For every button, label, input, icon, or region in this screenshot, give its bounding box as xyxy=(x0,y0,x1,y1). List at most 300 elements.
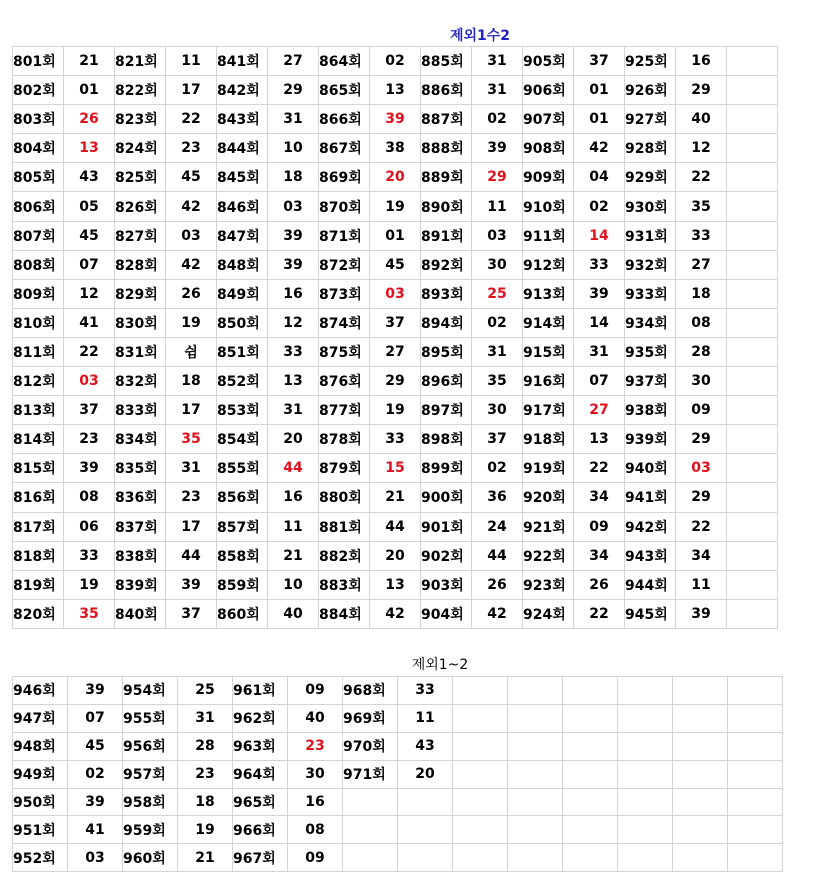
round-cell: 964회 xyxy=(233,760,288,788)
round-cell: 822회 xyxy=(115,76,166,105)
value-cell: 26 xyxy=(574,570,625,599)
round-cell xyxy=(343,844,398,872)
value-cell: 39 xyxy=(64,454,115,483)
value-cell: 10 xyxy=(268,570,319,599)
round-cell: 897회 xyxy=(421,396,472,425)
value-cell: 22 xyxy=(166,105,217,134)
round-cell: 819회 xyxy=(13,570,64,599)
value-cell: 쉼 xyxy=(166,337,217,366)
value-cell: 31 xyxy=(268,105,319,134)
value-cell: 23 xyxy=(166,483,217,512)
value-cell: 23 xyxy=(288,732,343,760)
value-cell: 39 xyxy=(68,788,123,816)
round-cell: 963회 xyxy=(233,732,288,760)
value-cell: 29 xyxy=(676,483,727,512)
round-cell: 970회 xyxy=(343,732,398,760)
value-cell: 26 xyxy=(64,105,115,134)
round-cell: 869회 xyxy=(319,163,370,192)
value-cell: 39 xyxy=(370,105,421,134)
empty-cell xyxy=(563,677,618,705)
value-cell: 31 xyxy=(268,396,319,425)
value-cell: 30 xyxy=(472,396,523,425)
empty-cell xyxy=(508,788,563,816)
table-row xyxy=(13,192,778,221)
round-cell: 810회 xyxy=(13,308,64,337)
value-cell: 18 xyxy=(268,163,319,192)
round-cell: 824회 xyxy=(115,134,166,163)
value-cell: 20 xyxy=(398,760,453,788)
round-cell xyxy=(343,816,398,844)
value-cell: 02 xyxy=(472,308,523,337)
value-cell: 02 xyxy=(370,47,421,76)
empty-cell xyxy=(727,512,778,541)
round-cell: 900회 xyxy=(421,483,472,512)
value-cell: 44 xyxy=(268,454,319,483)
value-cell: 21 xyxy=(64,47,115,76)
value-cell: 38 xyxy=(370,134,421,163)
round-cell: 873회 xyxy=(319,279,370,308)
value-cell: 12 xyxy=(64,279,115,308)
value-cell: 05 xyxy=(64,192,115,221)
round-cell: 952회 xyxy=(13,844,68,872)
empty-cell xyxy=(563,844,618,872)
round-cell: 938회 xyxy=(625,396,676,425)
empty-cell xyxy=(727,250,778,279)
value-cell: 34 xyxy=(676,541,727,570)
round-cell: 818회 xyxy=(13,541,64,570)
round-cell: 939회 xyxy=(625,425,676,454)
value-cell: 22 xyxy=(574,454,625,483)
round-cell: 850회 xyxy=(217,308,268,337)
value-cell: 44 xyxy=(166,541,217,570)
round-cell: 931회 xyxy=(625,221,676,250)
value-cell: 39 xyxy=(676,599,727,628)
round-cell: 867회 xyxy=(319,134,370,163)
empty-cell xyxy=(728,760,783,788)
round-cell: 859회 xyxy=(217,570,268,599)
value-cell: 16 xyxy=(268,279,319,308)
round-cell: 901회 xyxy=(421,512,472,541)
value-cell: 30 xyxy=(676,367,727,396)
table-row xyxy=(13,396,778,425)
value-cell: 02 xyxy=(472,454,523,483)
value-cell: 08 xyxy=(676,308,727,337)
empty-cell xyxy=(618,704,673,732)
value-cell: 22 xyxy=(676,512,727,541)
value-cell: 42 xyxy=(166,250,217,279)
empty-cell xyxy=(673,844,728,872)
round-cell: 883회 xyxy=(319,570,370,599)
empty-cell xyxy=(673,677,728,705)
round-cell: 888회 xyxy=(421,134,472,163)
table-row xyxy=(13,704,783,732)
value-cell: 40 xyxy=(268,599,319,628)
value-cell: 02 xyxy=(574,192,625,221)
round-cell: 804회 xyxy=(13,134,64,163)
table-row xyxy=(13,599,778,628)
round-cell: 925회 xyxy=(625,47,676,76)
round-cell: 847회 xyxy=(217,221,268,250)
round-cell: 817회 xyxy=(13,512,64,541)
round-cell: 890회 xyxy=(421,192,472,221)
value-cell: 20 xyxy=(370,541,421,570)
value-cell: 29 xyxy=(676,76,727,105)
round-cell: 904회 xyxy=(421,599,472,628)
empty-cell xyxy=(673,704,728,732)
value-cell: 09 xyxy=(574,512,625,541)
round-cell: 835회 xyxy=(115,454,166,483)
round-cell: 811회 xyxy=(13,337,64,366)
results-table-2 xyxy=(12,676,783,872)
table-row xyxy=(13,816,783,844)
round-cell: 905회 xyxy=(523,47,574,76)
value-cell: 45 xyxy=(370,250,421,279)
value-cell: 21 xyxy=(370,483,421,512)
round-cell: 916회 xyxy=(523,367,574,396)
empty-cell xyxy=(727,337,778,366)
value-cell: 21 xyxy=(178,844,233,872)
round-cell: 956회 xyxy=(123,732,178,760)
empty-cell xyxy=(508,844,563,872)
round-cell: 856회 xyxy=(217,483,268,512)
round-cell: 872회 xyxy=(319,250,370,279)
round-cell: 965회 xyxy=(233,788,288,816)
table-row xyxy=(13,76,778,105)
round-cell: 926회 xyxy=(625,76,676,105)
round-cell: 813회 xyxy=(13,396,64,425)
value-cell: 41 xyxy=(68,816,123,844)
round-cell: 886회 xyxy=(421,76,472,105)
round-cell: 915회 xyxy=(523,337,574,366)
empty-cell xyxy=(618,844,673,872)
value-cell: 33 xyxy=(574,250,625,279)
round-cell: 933회 xyxy=(625,279,676,308)
value-cell: 36 xyxy=(472,483,523,512)
value-cell: 37 xyxy=(64,396,115,425)
round-cell: 843회 xyxy=(217,105,268,134)
empty-cell xyxy=(453,760,508,788)
empty-cell xyxy=(508,760,563,788)
value-cell: 44 xyxy=(370,512,421,541)
value-cell: 26 xyxy=(472,570,523,599)
value-cell: 16 xyxy=(268,483,319,512)
empty-cell xyxy=(727,570,778,599)
value-cell: 20 xyxy=(268,425,319,454)
value-cell: 13 xyxy=(574,425,625,454)
value-cell: 18 xyxy=(166,367,217,396)
value-cell: 23 xyxy=(178,760,233,788)
value-cell: 14 xyxy=(574,221,625,250)
value-cell: 31 xyxy=(472,76,523,105)
empty-cell xyxy=(563,704,618,732)
empty-cell xyxy=(728,704,783,732)
value-cell: 13 xyxy=(370,570,421,599)
empty-cell xyxy=(727,454,778,483)
round-cell: 968회 xyxy=(343,677,398,705)
empty-cell xyxy=(673,732,728,760)
round-cell: 887회 xyxy=(421,105,472,134)
value-cell: 34 xyxy=(574,483,625,512)
value-cell: 02 xyxy=(472,105,523,134)
value-cell: 39 xyxy=(268,221,319,250)
value-cell: 37 xyxy=(370,308,421,337)
round-cell: 841회 xyxy=(217,47,268,76)
value-cell: 34 xyxy=(574,541,625,570)
round-cell: 921회 xyxy=(523,512,574,541)
value-cell: 35 xyxy=(64,599,115,628)
round-cell: 832회 xyxy=(115,367,166,396)
value-cell: 42 xyxy=(370,599,421,628)
round-cell: 828회 xyxy=(115,250,166,279)
round-cell: 836회 xyxy=(115,483,166,512)
empty-cell xyxy=(727,221,778,250)
empty-cell xyxy=(563,788,618,816)
table-row xyxy=(13,279,778,308)
round-cell: 880회 xyxy=(319,483,370,512)
value-cell: 20 xyxy=(370,163,421,192)
value-cell xyxy=(398,816,453,844)
empty-cell xyxy=(673,816,728,844)
empty-cell xyxy=(727,396,778,425)
round-cell: 924회 xyxy=(523,599,574,628)
value-cell: 22 xyxy=(64,337,115,366)
round-cell: 954회 xyxy=(123,677,178,705)
value-cell: 22 xyxy=(574,599,625,628)
round-cell: 846회 xyxy=(217,192,268,221)
value-cell: 45 xyxy=(166,163,217,192)
value-cell: 31 xyxy=(472,47,523,76)
value-cell: 07 xyxy=(68,704,123,732)
round-cell: 919회 xyxy=(523,454,574,483)
value-cell: 16 xyxy=(676,47,727,76)
value-cell: 03 xyxy=(370,279,421,308)
value-cell: 02 xyxy=(68,760,123,788)
round-cell: 958회 xyxy=(123,788,178,816)
round-cell: 951회 xyxy=(13,816,68,844)
round-cell: 833회 xyxy=(115,396,166,425)
value-cell: 06 xyxy=(64,512,115,541)
value-cell: 25 xyxy=(178,677,233,705)
round-cell: 829회 xyxy=(115,279,166,308)
value-cell: 35 xyxy=(676,192,727,221)
table-row xyxy=(13,221,778,250)
value-cell: 01 xyxy=(574,76,625,105)
empty-cell xyxy=(727,541,778,570)
value-cell: 31 xyxy=(472,337,523,366)
value-cell: 13 xyxy=(268,367,319,396)
round-cell: 860회 xyxy=(217,599,268,628)
empty-cell xyxy=(727,425,778,454)
round-cell: 878회 xyxy=(319,425,370,454)
empty-cell xyxy=(728,732,783,760)
round-cell: 957회 xyxy=(123,760,178,788)
table-row xyxy=(13,454,778,483)
round-cell: 842회 xyxy=(217,76,268,105)
value-cell: 42 xyxy=(472,599,523,628)
round-cell: 945회 xyxy=(625,599,676,628)
round-cell: 815회 xyxy=(13,454,64,483)
round-cell: 855회 xyxy=(217,454,268,483)
round-cell: 885회 xyxy=(421,47,472,76)
round-cell: 849회 xyxy=(217,279,268,308)
round-cell: 895회 xyxy=(421,337,472,366)
round-cell: 966회 xyxy=(233,816,288,844)
value-cell: 39 xyxy=(472,134,523,163)
empty-cell xyxy=(727,76,778,105)
value-cell: 33 xyxy=(398,677,453,705)
value-cell: 39 xyxy=(68,677,123,705)
empty-cell xyxy=(563,732,618,760)
value-cell: 40 xyxy=(288,704,343,732)
round-cell xyxy=(343,788,398,816)
value-cell: 23 xyxy=(166,134,217,163)
value-cell: 27 xyxy=(574,396,625,425)
round-cell: 903회 xyxy=(421,570,472,599)
round-cell: 803회 xyxy=(13,105,64,134)
round-cell: 918회 xyxy=(523,425,574,454)
table1-title: 제외1수2 xyxy=(449,28,511,44)
empty-cell xyxy=(453,677,508,705)
empty-cell xyxy=(618,788,673,816)
empty-cell xyxy=(728,788,783,816)
value-cell: 03 xyxy=(472,221,523,250)
value-cell: 17 xyxy=(166,512,217,541)
round-cell: 853회 xyxy=(217,396,268,425)
round-cell: 896회 xyxy=(421,367,472,396)
round-cell: 946회 xyxy=(13,677,68,705)
value-cell: 43 xyxy=(398,732,453,760)
value-cell: 07 xyxy=(64,250,115,279)
empty-cell xyxy=(728,677,783,705)
table-row xyxy=(13,760,783,788)
value-cell: 08 xyxy=(64,483,115,512)
round-cell: 917회 xyxy=(523,396,574,425)
round-cell: 943회 xyxy=(625,541,676,570)
value-cell: 07 xyxy=(574,367,625,396)
round-cell: 839회 xyxy=(115,570,166,599)
value-cell: 33 xyxy=(268,337,319,366)
value-cell: 41 xyxy=(64,308,115,337)
round-cell: 831회 xyxy=(115,337,166,366)
table-row xyxy=(13,337,778,366)
value-cell: 42 xyxy=(166,192,217,221)
value-cell: 27 xyxy=(676,250,727,279)
round-cell: 866회 xyxy=(319,105,370,134)
empty-cell xyxy=(727,367,778,396)
round-cell: 891회 xyxy=(421,221,472,250)
round-cell: 913회 xyxy=(523,279,574,308)
round-cell: 960회 xyxy=(123,844,178,872)
value-cell: 09 xyxy=(288,844,343,872)
table-row xyxy=(13,677,783,705)
round-cell: 892회 xyxy=(421,250,472,279)
value-cell: 31 xyxy=(178,704,233,732)
empty-cell xyxy=(727,599,778,628)
empty-cell xyxy=(728,816,783,844)
table-row xyxy=(13,788,783,816)
round-cell: 838회 xyxy=(115,541,166,570)
round-cell: 909회 xyxy=(523,163,574,192)
round-cell: 889회 xyxy=(421,163,472,192)
round-cell: 852회 xyxy=(217,367,268,396)
round-cell: 941회 xyxy=(625,483,676,512)
value-cell: 19 xyxy=(64,570,115,599)
value-cell: 24 xyxy=(472,512,523,541)
empty-cell xyxy=(508,732,563,760)
empty-cell xyxy=(618,816,673,844)
round-cell: 830회 xyxy=(115,308,166,337)
round-cell: 899회 xyxy=(421,454,472,483)
value-cell: 03 xyxy=(166,221,217,250)
value-cell: 16 xyxy=(288,788,343,816)
value-cell: 43 xyxy=(64,163,115,192)
empty-cell xyxy=(673,760,728,788)
round-cell: 827회 xyxy=(115,221,166,250)
empty-cell xyxy=(453,732,508,760)
empty-cell xyxy=(618,732,673,760)
value-cell: 01 xyxy=(370,221,421,250)
round-cell: 834회 xyxy=(115,425,166,454)
value-cell: 45 xyxy=(64,221,115,250)
round-cell: 821회 xyxy=(115,47,166,76)
round-cell: 884회 xyxy=(319,599,370,628)
round-cell: 907회 xyxy=(523,105,574,134)
value-cell: 04 xyxy=(574,163,625,192)
round-cell: 942회 xyxy=(625,512,676,541)
round-cell: 864회 xyxy=(319,47,370,76)
value-cell: 26 xyxy=(166,279,217,308)
table-row xyxy=(13,105,778,134)
value-cell: 28 xyxy=(676,337,727,366)
round-cell: 814회 xyxy=(13,425,64,454)
round-cell: 812회 xyxy=(13,367,64,396)
round-cell: 823회 xyxy=(115,105,166,134)
round-cell: 969회 xyxy=(343,704,398,732)
round-cell: 971회 xyxy=(343,760,398,788)
value-cell: 44 xyxy=(472,541,523,570)
round-cell: 894회 xyxy=(421,308,472,337)
value-cell: 18 xyxy=(178,788,233,816)
table-row xyxy=(13,250,778,279)
value-cell: 39 xyxy=(268,250,319,279)
value-cell: 37 xyxy=(574,47,625,76)
value-cell: 29 xyxy=(268,76,319,105)
round-cell: 865회 xyxy=(319,76,370,105)
value-cell: 29 xyxy=(370,367,421,396)
round-cell: 955회 xyxy=(123,704,178,732)
value-cell: 12 xyxy=(268,308,319,337)
round-cell: 801회 xyxy=(13,47,64,76)
round-cell: 937회 xyxy=(625,367,676,396)
table2-title: 제외1~2 xyxy=(411,657,469,673)
value-cell: 19 xyxy=(166,308,217,337)
value-cell: 31 xyxy=(166,454,217,483)
empty-cell xyxy=(727,163,778,192)
value-cell: 13 xyxy=(370,76,421,105)
value-cell: 39 xyxy=(574,279,625,308)
round-cell: 961회 xyxy=(233,677,288,705)
round-cell: 912회 xyxy=(523,250,574,279)
value-cell: 18 xyxy=(676,279,727,308)
value-cell: 29 xyxy=(472,163,523,192)
value-cell: 27 xyxy=(370,337,421,366)
round-cell: 881회 xyxy=(319,512,370,541)
empty-cell xyxy=(508,677,563,705)
round-cell: 962회 xyxy=(233,704,288,732)
round-cell: 820회 xyxy=(13,599,64,628)
value-cell: 14 xyxy=(574,308,625,337)
table-row xyxy=(13,425,778,454)
